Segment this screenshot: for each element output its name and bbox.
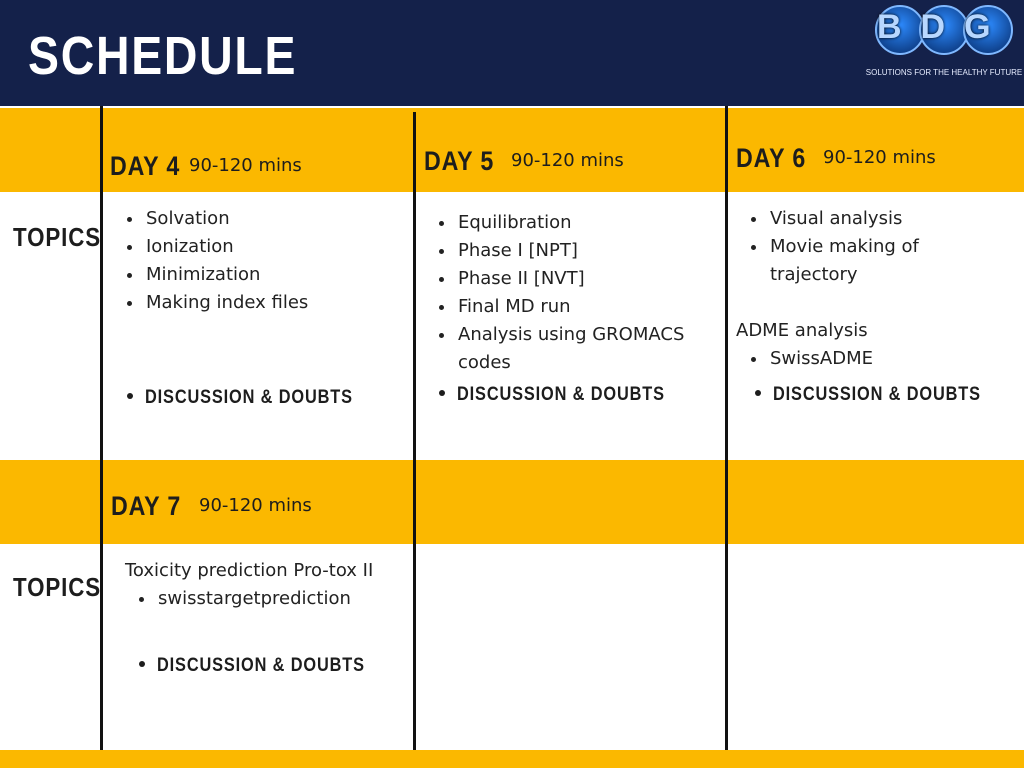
day-4-title: DAY 4 xyxy=(110,151,181,181)
list-item: • SwissADME xyxy=(768,345,873,373)
day-6-topic-list xyxy=(750,205,968,289)
bullet-icon xyxy=(139,661,145,667)
bdg-logo xyxy=(864,2,1024,82)
row-label-topics-1: TOPICS xyxy=(13,222,102,252)
day-6-discussion: DISCUSSION & DOUBTS xyxy=(755,384,1015,406)
list-item: • Phase I [NPT] xyxy=(456,237,726,265)
bullet-icon xyxy=(127,393,133,399)
day-6-subheading: ADME analysis xyxy=(736,320,868,341)
column-divider-2 xyxy=(413,112,416,750)
day-7-duration: 90-120 mins xyxy=(199,495,312,516)
day-5-topic-list xyxy=(438,209,726,377)
day-7-title: DAY 7 xyxy=(111,491,182,521)
list-item: • Analysis using GROMACS codes xyxy=(456,321,726,377)
bullet-icon xyxy=(439,390,445,396)
day-4-topic-list xyxy=(126,205,308,317)
day-7-heading: Toxicity prediction Pro-tox II xyxy=(125,560,374,581)
page-title: SCHEDULE xyxy=(28,26,298,86)
list-item: • swisstargetprediction xyxy=(156,585,351,613)
header-bar xyxy=(0,0,1024,106)
list-item: • Equilibration xyxy=(456,209,726,237)
day-5-discussion: DISCUSSION & DOUBTS xyxy=(439,384,699,406)
list-item: • Minimization xyxy=(144,261,308,289)
logo-letters: BDG xyxy=(877,8,1010,46)
list-item: • Ionization xyxy=(144,233,308,261)
list-item: • Visual analysis xyxy=(768,205,968,233)
column-divider-3 xyxy=(725,106,728,750)
footer-band xyxy=(0,750,1024,768)
day-6-duration: 90-120 mins xyxy=(823,147,936,168)
day-6-sub-list xyxy=(750,345,873,373)
column-divider-1 xyxy=(100,106,103,750)
day-5-duration: 90-120 mins xyxy=(511,150,624,171)
list-item: • Movie making of trajectory xyxy=(768,233,968,289)
list-item: • Solvation xyxy=(144,205,308,233)
bullet-icon xyxy=(755,390,761,396)
row-label-topics-2: TOPICS xyxy=(13,572,102,602)
day-5-title: DAY 5 xyxy=(424,146,495,176)
list-item: • Making index files xyxy=(144,289,308,317)
list-item: • Phase II [NVT] xyxy=(456,265,726,293)
day-4-duration: 90-120 mins xyxy=(189,155,302,176)
day-4-discussion: DISCUSSION & DOUBTS xyxy=(127,387,387,409)
list-item: • Final MD run xyxy=(456,293,726,321)
day-7-topic-list xyxy=(138,585,351,613)
day-7-discussion: DISCUSSION & DOUBTS xyxy=(139,655,399,677)
day-6-title: DAY 6 xyxy=(736,143,807,173)
logo-tagline: SOLUTIONS FOR THE HEALTHY FUTURE xyxy=(865,68,1023,77)
